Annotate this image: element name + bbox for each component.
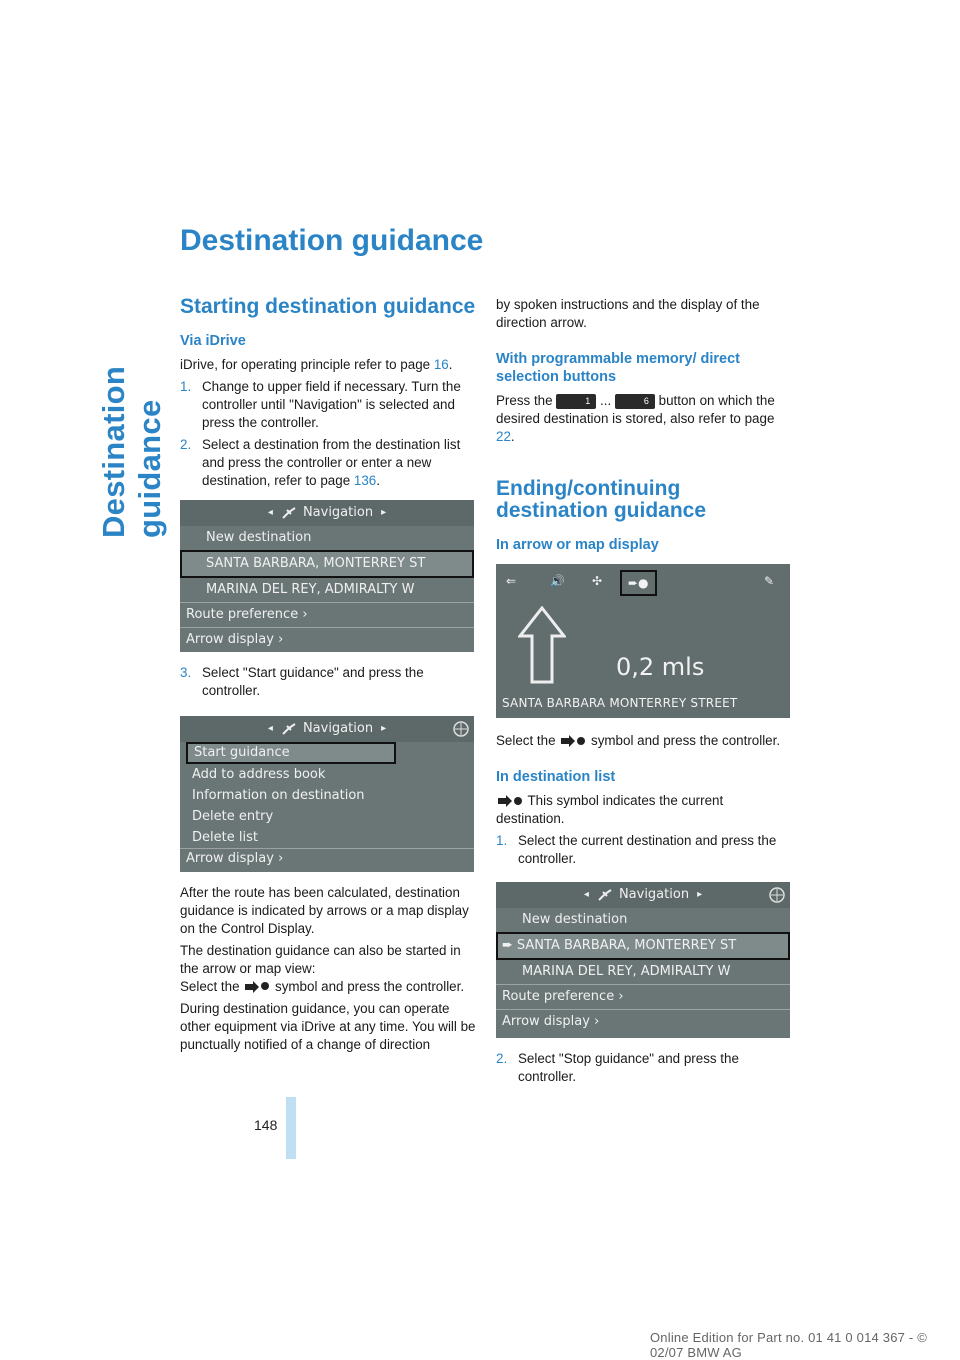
page-link-22[interactable]: 22 bbox=[496, 429, 511, 444]
heading-arrow-map: In arrow or map display bbox=[496, 537, 659, 553]
heading-idrive: Via iDrive bbox=[180, 333, 246, 349]
footer-text: Online Edition for Part no. 01 41 0 014 367 - © 02/07 BMW AG bbox=[650, 1330, 927, 1360]
heading-memory-buttons: With programmable memory/ direct selection buttons bbox=[496, 351, 741, 385]
press-button-text: Press the 1 ... 6 button on which the desired destination is stored, also refer to page 22. bbox=[496, 393, 775, 444]
idrive-intro: iDrive, for operating principle refer to page 16. bbox=[180, 357, 453, 372]
side-title: Destination guidance bbox=[96, 365, 167, 538]
settings-icon: ✎ bbox=[764, 574, 775, 588]
navigation-screen-1 bbox=[180, 500, 474, 652]
arrow-guidance-icon bbox=[559, 734, 587, 748]
navigation-screen-3 bbox=[496, 882, 790, 1038]
page-title: Destination guidance bbox=[180, 224, 484, 257]
step-3: 3. Select "Start guidance" and press the controller. bbox=[180, 665, 424, 698]
menu-route-preference[interactable]: Route preference › bbox=[496, 984, 790, 1009]
arrow-guidance-icon: ➨ bbox=[502, 938, 513, 953]
memory-button-6: 6 bbox=[615, 394, 655, 409]
page-link-16[interactable]: 16 bbox=[433, 357, 449, 372]
satellite-icon bbox=[281, 722, 297, 736]
select-symbol-text: Select the symbol and press the controller. bbox=[180, 979, 465, 994]
end-step-2: 2. Select "Stop guidance" and press the controller. bbox=[496, 1051, 739, 1084]
menu-new-destination[interactable]: New destination bbox=[522, 912, 628, 927]
end-step-1: 1. Select the current destination and press the controller. bbox=[496, 833, 777, 866]
menu-marina-del-rey[interactable]: MARINA DEL REY, ADMIRALTY W bbox=[206, 582, 415, 597]
arrow-select-text: Select the symbol and press the controller. bbox=[496, 733, 781, 748]
arrow-guidance-icon bbox=[496, 794, 524, 808]
page-number: 148 bbox=[254, 1117, 278, 1133]
satellite-icon bbox=[281, 506, 297, 520]
heading-ending: Ending/continuing destination guidance bbox=[496, 477, 707, 522]
menu-start-guidance[interactable]: Start guidance bbox=[186, 742, 396, 764]
menu-new-destination[interactable]: New destination bbox=[206, 530, 312, 545]
menu-delete-entry[interactable]: Delete entry bbox=[192, 808, 274, 824]
continued-text: by spoken instructions and the display of the direction arrow. bbox=[496, 297, 760, 330]
menu-route-preference[interactable]: Route preference › bbox=[180, 602, 474, 627]
street-name: SANTA BARBARA MONTERREY STREET bbox=[502, 696, 738, 710]
distance-readout: 0,2 mls bbox=[616, 653, 705, 681]
arrow-guidance-icon[interactable]: ➨● bbox=[620, 570, 657, 596]
menu-arrow-display[interactable]: Arrow display › bbox=[496, 1009, 790, 1034]
menu-arrow-display[interactable]: Arrow display › bbox=[180, 627, 474, 652]
page-marker-bar bbox=[286, 1097, 296, 1159]
controller-icon bbox=[768, 886, 786, 904]
menu-santa-barbara-current[interactable]: ➨ SANTA BARBARA, MONTERREY ST bbox=[496, 932, 790, 960]
menu-delete-list[interactable]: Delete list bbox=[192, 829, 258, 845]
heading-destination-list: In destination list bbox=[496, 769, 616, 785]
menu-information-destination[interactable]: Information on destination bbox=[192, 787, 365, 803]
direction-arrow-icon bbox=[518, 606, 566, 684]
speaker-icon: 🔊 bbox=[550, 574, 565, 588]
screen-header: ◂ Navigation ▸ bbox=[496, 882, 790, 908]
menu-marina-del-rey[interactable]: MARINA DEL REY, ADMIRALTY W bbox=[522, 964, 731, 979]
screen-header: ◂ Navigation ▸ bbox=[180, 500, 474, 526]
controller-icon bbox=[452, 720, 470, 738]
symbol-info-text: This symbol indicates the current destination. bbox=[496, 793, 724, 826]
arrow-display-screen bbox=[496, 564, 790, 718]
after-calc-text: After the route has been calculated, destination guidance is indicated by arrows or a map display on the Control Display. bbox=[180, 885, 469, 936]
navigation-screen-2 bbox=[180, 716, 474, 872]
menu-arrow-display[interactable]: Arrow display › bbox=[180, 848, 474, 869]
satellite-icon bbox=[597, 888, 613, 902]
during-guidance-text: During destination guidance, you can operate other equipment via iDrive at any time. You will be punctually notified of a change of direction bbox=[180, 1001, 476, 1052]
left-column bbox=[180, 296, 476, 1058]
heading-starting: Starting destination guidance bbox=[180, 295, 476, 318]
step-2: 2. Select a destination from the destination list and press the controller or enter a new destination, refer to page 136. bbox=[180, 437, 461, 488]
traffic-icon: ✣ bbox=[592, 574, 603, 588]
menu-santa-barbara[interactable]: SANTA BARBARA, MONTERREY ST bbox=[180, 550, 474, 578]
screen-header: ◂ Navigation ▸ bbox=[180, 716, 474, 742]
memory-button-1: 1 bbox=[556, 394, 596, 409]
menu-add-address-book[interactable]: Add to address book bbox=[192, 766, 326, 782]
step-1: 1. Change to upper field if necessary. Turn the controller until "Navigation" is selected and press the controller. bbox=[180, 379, 461, 430]
page-link-136[interactable]: 136 bbox=[353, 473, 377, 488]
side-tab bbox=[0, 0, 167, 1358]
right-column bbox=[496, 296, 792, 1090]
also-started-text: The destination guidance can also be started in the arrow or map view: bbox=[180, 943, 461, 976]
arrow-guidance-icon bbox=[243, 980, 271, 994]
back-icon: ⇐ bbox=[506, 574, 517, 588]
